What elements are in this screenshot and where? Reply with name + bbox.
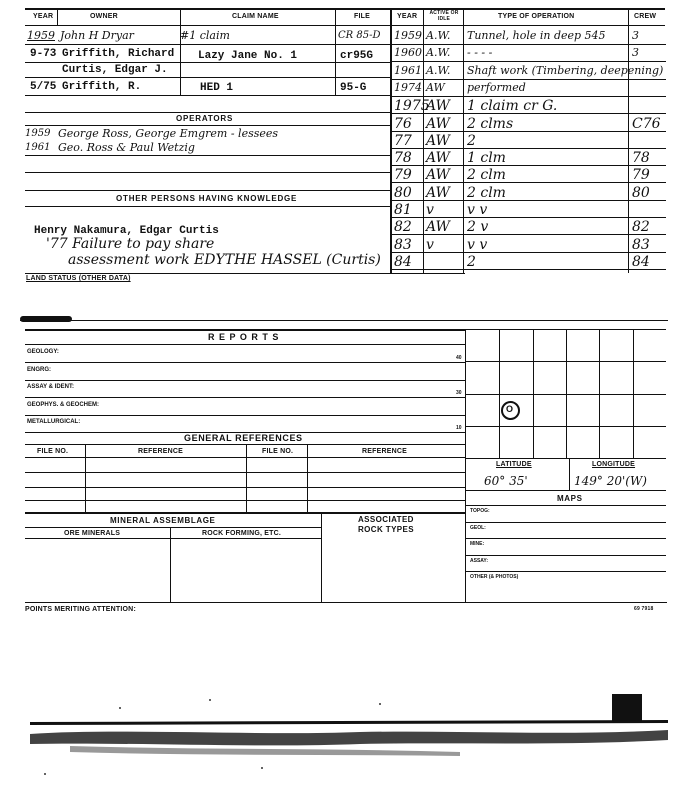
- row-line: [25, 457, 465, 458]
- maps-row-line: [466, 505, 666, 506]
- header-type-of-operation: TYPE OF OPERATION: [498, 13, 575, 20]
- col-line: [465, 329, 466, 602]
- report-row-line: [25, 362, 465, 363]
- report-row-label: ENGRG:: [27, 366, 51, 373]
- owner-row-2-claim: Lazy Jane No. 1: [198, 50, 298, 62]
- report-row-number: 30: [456, 390, 462, 396]
- maps-title: MAPS: [557, 494, 583, 503]
- activity-crew: 79: [632, 167, 650, 184]
- operator-2-year: 1961: [25, 142, 51, 153]
- report-row-label: ASSAY & IDENT:: [27, 384, 75, 390]
- row-line: [25, 62, 391, 63]
- report-row-number: 40: [456, 355, 462, 361]
- activity-year: 1974: [394, 80, 422, 94]
- owner-row-3-owner: Curtis, Edgar J.: [62, 64, 168, 76]
- activity-operation: v v: [467, 236, 488, 253]
- owner-row-1-year: 1959: [27, 29, 55, 42]
- header-crew: CREW: [634, 13, 657, 20]
- col-line: [170, 527, 171, 602]
- grid-row-line: [466, 458, 666, 459]
- operator-1-year: 1959: [25, 128, 51, 139]
- owner-row-2-year: 9-73: [30, 48, 57, 60]
- col-line: [335, 8, 336, 96]
- activity-status: A.W.: [426, 63, 451, 77]
- maps-row-line: [466, 571, 666, 572]
- activity-operation: Shaft work (Timbering, deepening): [467, 63, 664, 77]
- activity-year: 83: [394, 236, 412, 253]
- header-year: YEAR: [33, 13, 54, 20]
- activity-operation: 2 clm: [467, 167, 506, 184]
- row-line: [25, 538, 321, 539]
- col-line: [321, 512, 322, 602]
- activity-status: AW: [426, 167, 450, 184]
- owner-row-2-owner: Griffith, Richard: [62, 48, 175, 60]
- row-line: [25, 444, 465, 445]
- top-border: [25, 8, 665, 10]
- activity-operation: 1 claim cr G.: [467, 98, 558, 115]
- location-marker: O: [506, 404, 514, 414]
- activity-status: v: [426, 236, 434, 253]
- activity-status: AW: [426, 115, 450, 132]
- report-row-line: [25, 397, 465, 398]
- report-row-label: GEOLOGY:: [27, 349, 59, 355]
- points-line: [25, 602, 667, 603]
- other-persons-typed: Henry Nakamura, Edgar Curtis: [34, 225, 219, 237]
- rock-forming-label: ROCK FORMING, ETC.: [202, 530, 282, 537]
- header-year-2: YEAR: [397, 13, 418, 20]
- col-line: [628, 8, 629, 273]
- activity-status: AW: [426, 184, 450, 201]
- activity-status: AW: [426, 219, 450, 236]
- scan-noise: [0, 690, 678, 806]
- activity-row-line: [390, 96, 666, 97]
- maps-row-label: MINE:: [470, 541, 485, 547]
- gr-col-file-no-2: FILE NO.: [262, 448, 294, 455]
- row-line: [25, 487, 465, 488]
- activity-crew: 3: [632, 29, 639, 42]
- row-line: [25, 500, 465, 501]
- activity-operation: - - - -: [467, 46, 493, 60]
- activity-crew: 78: [632, 150, 650, 167]
- activity-operation: 2: [467, 253, 476, 270]
- report-row-number: 10: [456, 425, 462, 431]
- row-line: [25, 44, 391, 45]
- ore-minerals-label: ORE MINERALS: [64, 530, 121, 537]
- latitude-value: 60° 35': [484, 474, 528, 488]
- general-references-title: GENERAL REFERENCES: [184, 433, 303, 443]
- activity-crew: 84: [632, 253, 650, 270]
- activity-year: 1960: [394, 46, 422, 60]
- owner-row-2-file: cr95G: [340, 50, 374, 62]
- activity-operation: Tunnel, hole in deep 545: [467, 29, 606, 42]
- activity-status: AW: [426, 132, 450, 149]
- scan-mark: [20, 316, 72, 322]
- report-row-line: [25, 380, 465, 381]
- maps-row-line: [466, 555, 666, 556]
- grid-row-line: [466, 361, 666, 362]
- row-line: [25, 206, 391, 207]
- longitude-label: LONGITUDE: [592, 461, 636, 468]
- operator-2-text: Geo. Ross & Paul Wetzig: [58, 141, 195, 154]
- header-active-idle: ACTIVE OR IDLE: [429, 10, 459, 22]
- row-line: [25, 155, 391, 156]
- activity-status: AW: [426, 98, 450, 115]
- rock-types-label: ROCK TYPES: [358, 525, 415, 534]
- activity-operation: performed: [467, 80, 526, 94]
- owner-row-4-file: 95-G: [340, 82, 367, 94]
- col-line: [246, 444, 247, 512]
- maps-row-label: ASSAY:: [470, 557, 489, 564]
- row-line: [25, 512, 465, 514]
- activity-year: 77: [394, 132, 412, 149]
- activity-status: AW: [426, 150, 450, 167]
- col-line: [180, 8, 181, 96]
- maps-row-label: GEOL:: [470, 524, 486, 531]
- report-row-line: [25, 415, 465, 416]
- owner-row-4-claim: HED 1: [200, 82, 234, 94]
- activity-year: 81: [394, 202, 412, 218]
- activity-status: AW: [426, 80, 445, 94]
- activity-crew: C76: [632, 115, 661, 132]
- gr-col-reference-1: REFERENCE: [138, 448, 183, 455]
- operators-header: OPERATORS: [176, 114, 234, 123]
- maps-row-line: [466, 538, 666, 539]
- activity-year: 76: [394, 115, 412, 132]
- activity-year: 84: [394, 253, 412, 270]
- associated-label: ASSOCIATED: [358, 515, 414, 524]
- activity-year: 82: [394, 219, 412, 236]
- header-bottom-line: [25, 25, 665, 26]
- other-persons-note-2: assessment work EDYTHE HASSEL (Curtis): [68, 252, 381, 268]
- maps-row-label: TOPOG:: [470, 508, 490, 514]
- activity-operation: 2 clm: [467, 184, 506, 201]
- activity-crew: 83: [632, 236, 650, 253]
- operator-1-text: George Ross, George Emgrem - lessees: [58, 127, 279, 140]
- col-line: [569, 458, 570, 491]
- row-line: [25, 125, 391, 126]
- activity-year: 79: [394, 167, 412, 184]
- activity-operation: 2 v: [467, 219, 489, 236]
- activity-status: v: [426, 202, 434, 218]
- gr-col-reference-2: REFERENCE: [362, 448, 407, 455]
- activity-year: 78: [394, 150, 412, 167]
- activity-year: 1959: [394, 29, 422, 42]
- other-persons-header: OTHER PERSONS HAVING KNOWLEDGE: [116, 194, 298, 203]
- col-line: [423, 8, 424, 273]
- row-line: [466, 490, 666, 491]
- activity-status: A.W.: [426, 29, 451, 42]
- row-line: [25, 172, 391, 173]
- activity-row-line: [390, 44, 666, 45]
- row-line: [25, 112, 391, 113]
- activity-row-line: [390, 269, 666, 270]
- row-line: [25, 95, 391, 96]
- activity-operation: 1 clm: [467, 150, 506, 167]
- row-line: [25, 472, 465, 473]
- grid-row-line: [466, 426, 666, 427]
- owner-row-4-year: 5/75: [30, 81, 57, 93]
- report-row-label: METALLURGICAL:: [27, 419, 81, 425]
- form-number: 69 7918: [634, 606, 654, 612]
- col-line: [57, 8, 58, 26]
- activity-operation: 2 clms: [467, 115, 514, 132]
- activity-year: 1975: [394, 98, 430, 115]
- latitude-label: LATITUDE: [496, 461, 532, 468]
- other-persons-note-1: '77 Failure to pay share: [46, 236, 215, 252]
- activity-status: A.W.: [426, 46, 451, 60]
- activity-operation: v v: [467, 202, 488, 218]
- grid-row-line: [466, 329, 666, 330]
- owner-row-1-file: CR 85-D: [338, 30, 381, 41]
- maps-row-line: [466, 522, 666, 523]
- header-file: FILE: [354, 13, 370, 20]
- activity-operation: 2: [467, 132, 476, 149]
- reports-top-line: [25, 329, 465, 331]
- activity-crew: 80: [632, 184, 650, 201]
- owner-row-1-claim: #1 claim: [180, 29, 230, 42]
- activity-row-line: [390, 79, 666, 80]
- activity-year: 80: [394, 184, 412, 201]
- activity-year: 1961: [394, 63, 422, 77]
- header-claim-name: CLAIM NAME: [232, 13, 279, 20]
- points-meriting-attention: POINTS MERITING ATTENTION:: [25, 606, 136, 613]
- report-row-label: GEOPHYS. & GEOCHEM:: [27, 401, 100, 408]
- header-owner: OWNER: [90, 13, 118, 20]
- col-line: [85, 444, 86, 512]
- row-line: [25, 190, 391, 191]
- row-line: [25, 344, 465, 345]
- col-line: [463, 8, 464, 273]
- col-line: [307, 444, 308, 512]
- col-line: [390, 8, 392, 273]
- divider: [20, 320, 668, 321]
- longitude-value: 149° 20'(W): [574, 474, 647, 488]
- activity-row-line: [390, 61, 666, 62]
- row-line: [25, 77, 391, 78]
- owner-row-4-owner: Griffith, R.: [62, 81, 142, 93]
- grid-row-line: [466, 394, 666, 395]
- row-line: [25, 273, 465, 274]
- owner-row-1-owner: John H Dryar: [60, 29, 134, 42]
- activity-crew: 82: [632, 219, 650, 236]
- gr-col-file-no-1: FILE NO.: [37, 448, 69, 455]
- activity-crew: 3: [632, 46, 639, 60]
- reports-title: R E P O R T S: [208, 332, 280, 342]
- row-line: [25, 527, 321, 528]
- mineral-assemblage-title: MINERAL ASSEMBLAGE: [110, 516, 216, 525]
- maps-row-label: OTHER (& PHOTOS): [470, 574, 519, 580]
- land-status-label: LAND STATUS (OTHER DATA): [26, 275, 131, 282]
